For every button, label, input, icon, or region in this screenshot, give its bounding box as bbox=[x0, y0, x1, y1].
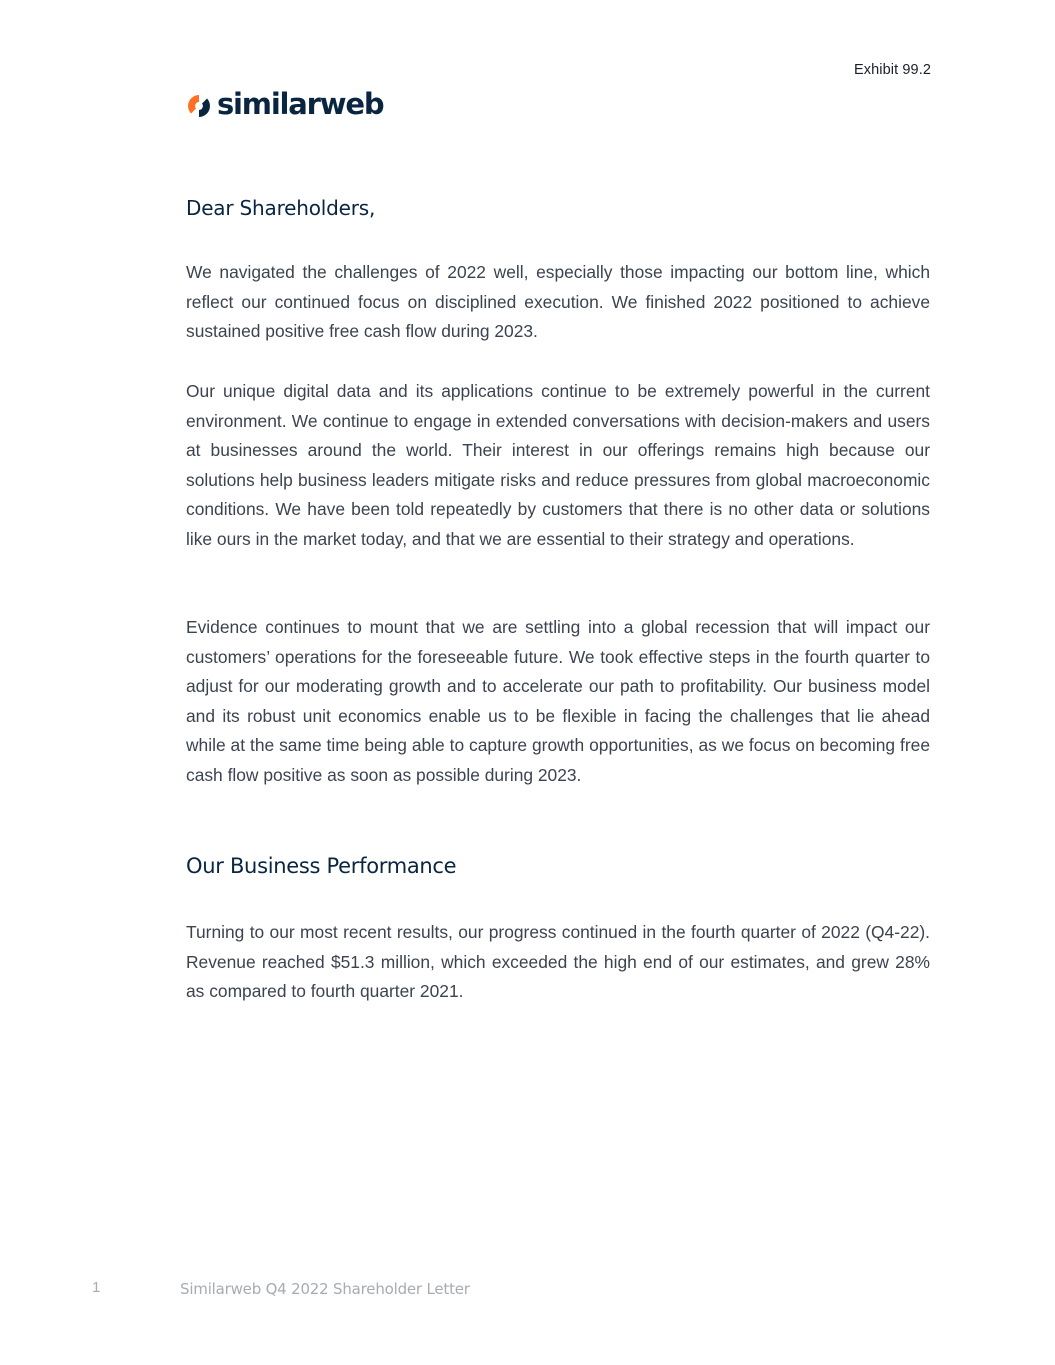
paragraph-business-performance: Turning to our most recent results, our progress continued in the fourth quarter of 2022 (Q4-22). Revenue reached $51.3 million, which exceeded the high end of our estimates, and grew 28% as compared to fourth quarter 2021. bbox=[186, 922, 930, 1002]
similarweb-swirl-icon bbox=[186, 93, 212, 119]
paragraph-3: Evidence continues to mount that we are settling into a global recession that will impact our customers’ operations for the foreseeable future. We took effective steps in the fourth quarter to adjust for our moderating growth and to accelerate our path to profitability. Our business model and its robust unit economics enable us to be flexible in facing the challenges that lie ahead while at the same time being able to capture growth opportunities, as we focus on becoming free cash flow positive as soon as possible during 2023. bbox=[186, 617, 930, 785]
page-number: 1 bbox=[92, 1279, 101, 1296]
exhibit-label: Exhibit 99.2 bbox=[854, 62, 931, 78]
paragraph-2: Our unique digital data and its applications continue to be extremely powerful in the current environment. We continue to engage in extended conversations with decision-makers and users at businesses around the world. Their interest in our offerings remains high because our solutions help business leaders mitigate risks and reduce pressures from global macroeconomic conditions. We have been told repeatedly by customers that there is no other data or solutions like ours in the market today, and that we are essential to their strategy and operations. bbox=[186, 381, 930, 549]
logo-wordmark: similarweb bbox=[217, 87, 384, 121]
section-heading-business-performance: Our Business Performance bbox=[186, 854, 457, 878]
footer-document-title: Similarweb Q4 2022 Shareholder Letter bbox=[180, 1280, 470, 1298]
company-logo bbox=[186, 86, 383, 122]
paragraph-1: We navigated the challenges of 2022 well, especially those impacting our bottom line, which reflect our continued focus on disciplined execution. We finished 2022 positioned to achieve sustained positive free cash flow during 2023. bbox=[186, 262, 930, 342]
salutation-heading: Dear Shareholders, bbox=[186, 196, 376, 220]
